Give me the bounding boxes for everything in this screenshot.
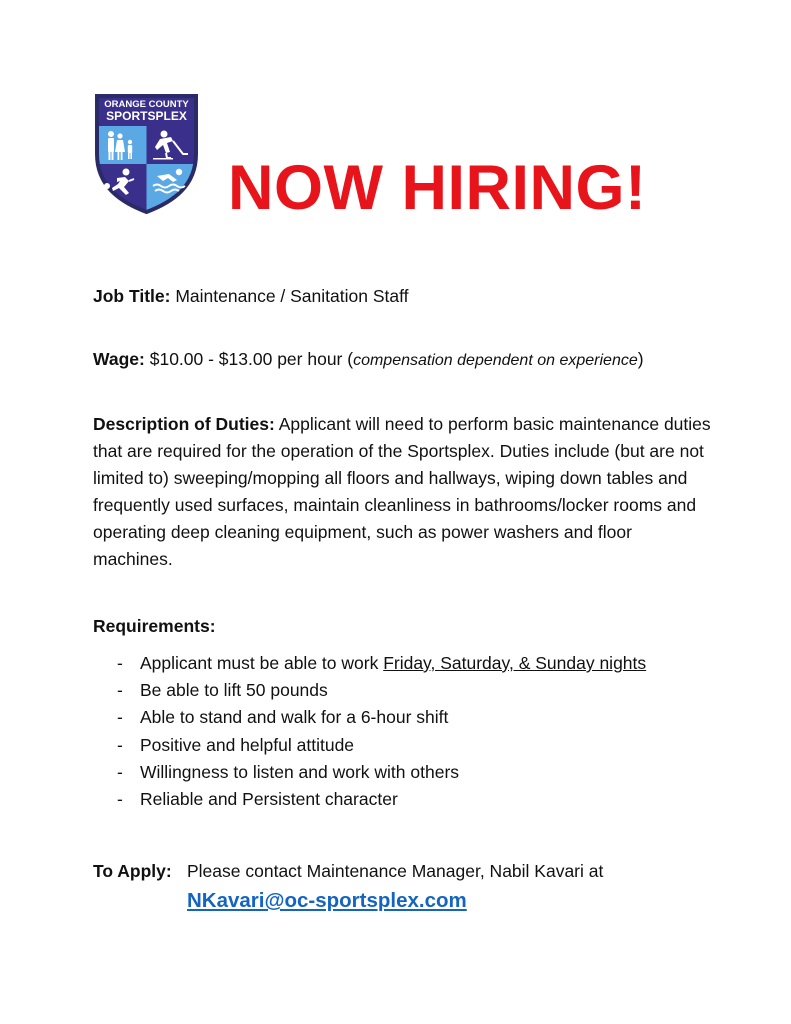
requirement-text: Be able to lift 50 pounds [140,680,328,701]
duties-paragraph [93,411,713,573]
requirement-text: Positive and helpful attitude [140,734,355,755]
list-item: - Applicant must be able to work Friday, Saturday, & Sunday nights [117,653,647,673]
requirement-text: Able to stand and walk for a 6-hour shift [140,707,449,728]
list-item: - Be able to lift 50 pounds [117,680,328,701]
duties-text: Applicant will need to perform basic maintenance duties that are required for the operation of the Sportsplex. Duties include (but are not limited to) sweeping/mopping all floors and hallways, wiping down tables and frequently used surfaces, maintain cleanliness in bathrooms/locker rooms and operating deep cleaning equipment, such as power washers and floor machines. [93,414,711,569]
job-title-value: Maintenance / Sanitation Staff [175,286,409,306]
email-link[interactable]: NKavari@oc-sportsplex.com [187,889,467,912]
wage-note: compensation dependent on experience [353,352,638,369]
requirements-list [117,650,646,813]
requirement-prefix: Applicant must be able to work [140,653,384,673]
requirement-underlined: Friday, Saturday, & Sunday nights [383,653,647,673]
apply-text: Please contact Maintenance Manager, Nabil Kavari at [187,861,604,881]
list-item: - Willingness to listen and work with others [117,761,460,782]
job-title-label: Job Title: [93,286,171,306]
logo-text-line2: SPORTSPLEX [106,109,187,123]
list-item: - Reliable and Persistent character [117,789,398,810]
list-item: - Able to stand and walk for a 6-hour shift [117,707,449,728]
logo-text-line1: ORANGE COUNTY [104,99,189,110]
requirements-heading: Requirements: [93,616,216,636]
apply-line [93,861,603,882]
now-hiring-headline: NOW HIRING! [228,153,647,223]
requirement-text: Willingness to listen and work with others [140,761,460,782]
wage-label: Wage: [93,349,145,369]
list-item: - Positive and helpful attitude [117,734,355,755]
apply-label: To Apply: [93,861,172,881]
requirement-text: Reliable and Persistent character [140,789,398,810]
wage-value: $10.00 - $13.00 per hour ( [149,349,354,369]
job-title-line [93,283,409,310]
sportsplex-logo [93,92,200,214]
duties-label: Description of Duties: [93,414,275,434]
wage-line [93,346,644,374]
wage-close: ) [637,349,644,369]
